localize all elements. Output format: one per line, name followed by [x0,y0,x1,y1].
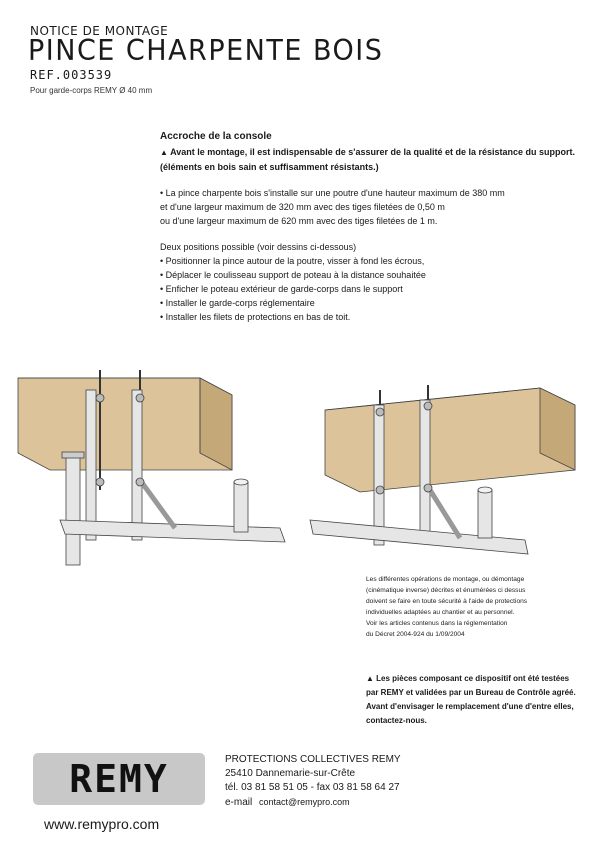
parts-warning [366,672,596,728]
email-label: e-mail [225,797,253,808]
wood-beam [325,388,575,492]
step-item: • Déplacer le coulisseau support de poteau à la distance souhaitée [160,270,426,280]
parts-warning-text: Les pièces composant ce dispositif ont été testées [376,674,570,683]
description-line: • La pince charpente bois s'installe sur une poutre d'une hauteur maximum de 380 mm [160,188,505,198]
website-link[interactable]: www.remypro.com [44,816,160,832]
warning-triangle-icon: ▲ [366,674,374,683]
warning-line [160,145,580,160]
document-kicker: NOTICE DE MONTAGE [30,24,169,38]
post-holder [478,490,492,538]
clamp-upright [86,390,96,540]
support-arm [310,520,528,554]
company-info [225,753,401,810]
step-item: • Positionner la pince autour de la poutre, visser à fond les écrous, [160,256,425,266]
parts-warning-line [366,672,596,686]
parts-warning-line: contactez-nous. [366,716,427,725]
company-address: 25410 Dannemarie-sur-Crête [225,768,356,779]
remy-logo [33,753,205,805]
guardrail-post [66,455,80,565]
warning-text: Avant le montage, il est indispensable de s'assurer de la qualité et de la résistance du support. [170,147,576,157]
assembly-illustrations [0,350,600,580]
note-line: Les différentes opérations de montage, ou démontage [366,576,525,583]
parts-warning-line: Avant d'envisager le remplacement d'une d'entre elles, [366,702,574,711]
post-holder [234,482,248,532]
left-position-drawing [18,370,285,565]
safety-note [366,574,596,640]
reference-number: REF.003539 [30,68,113,82]
description-line: et d'une largeur maximum de 320 mm avec des tiges filetées de 0,50 m [160,202,445,212]
note-line: du Décret 2004-924 du 1/09/2004 [366,631,465,638]
note-line: Voir les articles contenus dans la réglementation [366,620,508,627]
company-name: PROTECTIONS COLLECTIVES REMY [225,754,401,765]
description-line: ou d'une largeur maximum de 620 mm avec des tiges filetées de 1 m. [160,216,438,226]
warning-triangle-icon: ▲ [160,148,168,157]
warning-line-2: (éléments en bois sain et suffisamment résistants.) [160,162,379,172]
step-item: • Installer le garde-corps réglementaire [160,298,315,308]
document-title: PINCE CHARPENTE BOIS [28,35,384,68]
note-line: (cinématique inverse) décrites et énumérées ci dessus [366,587,526,594]
note-line: doivent se faire en toute sécurité à l'aide de protections [366,598,528,605]
email-link[interactable]: contact@remypro.com [259,797,350,807]
clamp-upright [374,405,384,545]
positions-intro: Deux positions possible (voir dessins ci-dessous) [160,242,357,252]
document-subtitle: Pour garde-corps REMY Ø 40 mm [30,86,153,95]
clamp-upright [420,400,430,540]
step-item: • Installer les filets de protections en bas de toit. [160,312,351,322]
company-phone: tél. 03 81 58 51 05 - fax 03 81 58 64 27 [225,782,400,793]
logo-text: REMY [69,757,169,801]
section-title: Accroche de la console [160,131,272,142]
step-item: • Enficher le poteau extérieur de garde-corps dans le support [160,284,403,294]
note-line: individuelles adaptées au chantier et au personnel. [366,609,515,616]
company-email-row [225,795,401,810]
parts-warning-line: par REMY et validées par un Bureau de Contrôle agréé. [366,688,576,697]
instructions-section [160,130,580,324]
clamp-upright [132,390,142,540]
right-position-drawing [310,385,575,554]
